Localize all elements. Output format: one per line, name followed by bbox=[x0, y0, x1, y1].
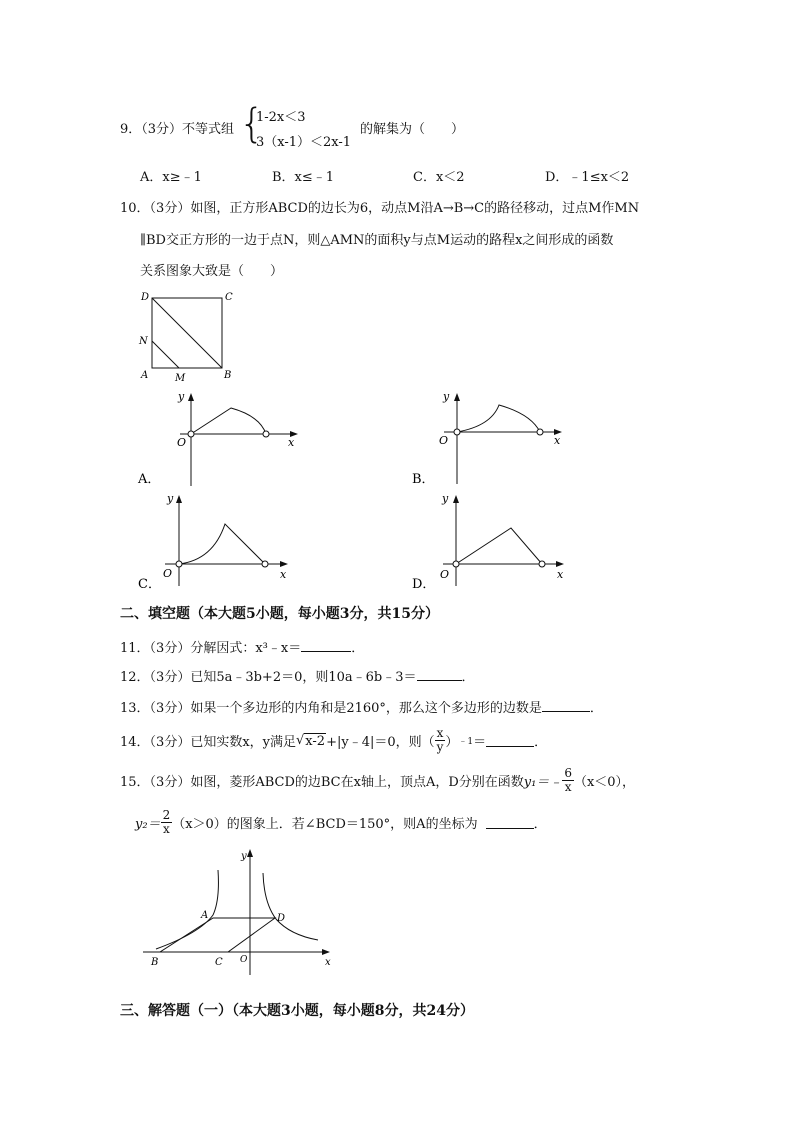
q15-end: ． bbox=[533, 817, 547, 832]
q15-cond1: （x＜0）， bbox=[573, 775, 636, 790]
q11-end: ． bbox=[351, 641, 365, 656]
q15-frac2-num: 2 bbox=[162, 808, 171, 822]
q15-frac1-den: x bbox=[564, 780, 572, 794]
option-letter-a: A． bbox=[138, 472, 161, 487]
label-y: y bbox=[442, 492, 449, 505]
q10-line3: 关系图象大致是（ ） bbox=[140, 264, 284, 279]
label-x: x bbox=[280, 568, 287, 581]
q15-answer-blank[interactable] bbox=[486, 817, 534, 829]
q14-exp: ﹣1 bbox=[458, 737, 474, 747]
q9-line2: 3（x-1）＜2x-1 bbox=[256, 135, 352, 150]
q10-graph-d bbox=[409, 490, 584, 590]
q15-pre: 15．（3分）如图，菱形ABCD的边BC在x轴上，顶点A，D分别在函数 bbox=[120, 775, 524, 790]
option-letter-b: B． bbox=[412, 472, 435, 487]
q10-graph-a bbox=[135, 388, 310, 488]
q15-figure bbox=[138, 845, 338, 975]
curve-a bbox=[191, 408, 266, 434]
rhombus-abcd bbox=[160, 918, 275, 952]
segment-mn bbox=[152, 341, 179, 368]
label-c: C bbox=[225, 292, 233, 303]
q12-answer-blank[interactable] bbox=[417, 669, 462, 681]
q11 bbox=[120, 637, 364, 656]
q12-text: 12．（3分）已知5a﹣3b+2＝0，则10a﹣6b﹣3＝ bbox=[120, 670, 417, 685]
q9-option-c: C．x＜2 bbox=[413, 170, 465, 185]
label-a: A bbox=[141, 370, 149, 381]
q9-line1: 1-2x＜3 bbox=[256, 110, 306, 125]
q10-square-figure bbox=[135, 288, 245, 384]
q9-option-d: D．﹣1≤x＜2 bbox=[545, 170, 630, 185]
q14-end: ． bbox=[534, 735, 548, 750]
label-x: x bbox=[325, 957, 331, 968]
segment-bd bbox=[152, 298, 222, 368]
q13-text: 13．（3分）如果一个多边形的内角和是2160°，那么这个多边形的边数是 bbox=[120, 701, 542, 716]
option-letter-c: C． bbox=[138, 577, 161, 590]
curve-b bbox=[457, 405, 540, 432]
q12 bbox=[120, 666, 475, 685]
section2-heading: 二、填空题（本大题5小题，每小题3分，共15分） bbox=[120, 606, 439, 622]
q9-brace: { bbox=[239, 101, 265, 147]
label-b: B bbox=[224, 370, 232, 381]
label-x: x bbox=[557, 568, 564, 581]
q15-line2 bbox=[135, 809, 547, 836]
label-o: O bbox=[439, 434, 449, 447]
label-n: N bbox=[139, 336, 148, 347]
q13-end: ． bbox=[589, 701, 603, 716]
label-o: O bbox=[440, 568, 450, 581]
label-b: B bbox=[151, 957, 159, 968]
q15-frac2-den: x bbox=[162, 822, 170, 836]
q9-suffix: 的解集为（ ） bbox=[360, 122, 465, 137]
label-y: y bbox=[167, 492, 174, 505]
q14-pre: 14．（3分）已知实数x，y满足 bbox=[120, 735, 296, 750]
q14-mid: +|y﹣4|＝0，则（ bbox=[326, 735, 435, 750]
q9-prefix: 9．（3分）不等式组 bbox=[120, 122, 235, 137]
q14-eq: ＝ bbox=[473, 735, 487, 750]
q14-fraction bbox=[435, 727, 446, 754]
q11-text: 11．（3分）分解因式：x³﹣x＝ bbox=[120, 641, 302, 656]
label-x: x bbox=[288, 436, 295, 449]
label-d: D bbox=[141, 292, 150, 303]
q10-line1: 10．（3分）如图，正方形ABCD的边长为6，动点M沿A→B→C的路径移动，过点M作MN bbox=[120, 201, 640, 216]
curve-c bbox=[179, 524, 265, 564]
q15-line1 bbox=[120, 767, 635, 794]
q13-answer-blank[interactable] bbox=[542, 700, 590, 712]
q11-answer-blank[interactable] bbox=[301, 640, 351, 652]
q9-option-b: B．x≤﹣1 bbox=[272, 170, 335, 185]
q14 bbox=[120, 727, 547, 754]
hyperbola-right bbox=[263, 873, 318, 940]
q14-sqrt-body: x-2 bbox=[305, 733, 326, 749]
q15-y2: y₂＝ bbox=[135, 817, 161, 832]
section3-heading: 三、解答题（一）（本大题3小题，每小题8分，共24分） bbox=[120, 1003, 474, 1019]
label-y: y bbox=[178, 390, 185, 403]
curve-d bbox=[456, 528, 542, 564]
q10-graph-b bbox=[409, 388, 584, 488]
q13 bbox=[120, 697, 603, 716]
q9-option-a: A．x≥﹣1 bbox=[140, 170, 202, 185]
q10-line2: ∥BD交正方形的一边于点N，则△AMN的面积y与点M运动的路程x之间形成的函数 bbox=[140, 233, 614, 248]
q15-y1: y₁＝﹣ bbox=[523, 775, 563, 790]
q15-frac1 bbox=[562, 767, 574, 794]
q10-graph-c bbox=[135, 490, 310, 590]
label-y: y bbox=[241, 851, 247, 862]
label-c: C bbox=[215, 957, 223, 968]
label-o: O bbox=[240, 955, 248, 965]
q14-frac-num: x bbox=[436, 726, 444, 740]
label-m: M bbox=[175, 373, 186, 384]
q14-frac-den: y bbox=[436, 740, 444, 754]
q15-frac1-num: 6 bbox=[564, 766, 572, 780]
label-o: O bbox=[163, 567, 173, 580]
label-y: y bbox=[443, 390, 450, 403]
sqrt-symbol: √ bbox=[296, 733, 305, 748]
hyperbola-left bbox=[156, 870, 218, 949]
q15-frac2 bbox=[161, 809, 173, 836]
q15-line2-rest: （x＞0）的图象上．若∠BCD＝150°，则A的坐标为 bbox=[172, 817, 478, 832]
option-letter-d: D． bbox=[412, 577, 436, 590]
label-a: A bbox=[201, 910, 209, 921]
label-x: x bbox=[554, 434, 561, 447]
label-d: D bbox=[277, 913, 286, 924]
q14-answer-blank[interactable] bbox=[486, 735, 534, 747]
label-o: O bbox=[177, 436, 187, 449]
q14-post: ） bbox=[445, 735, 459, 750]
q12-end: ． bbox=[461, 670, 475, 685]
